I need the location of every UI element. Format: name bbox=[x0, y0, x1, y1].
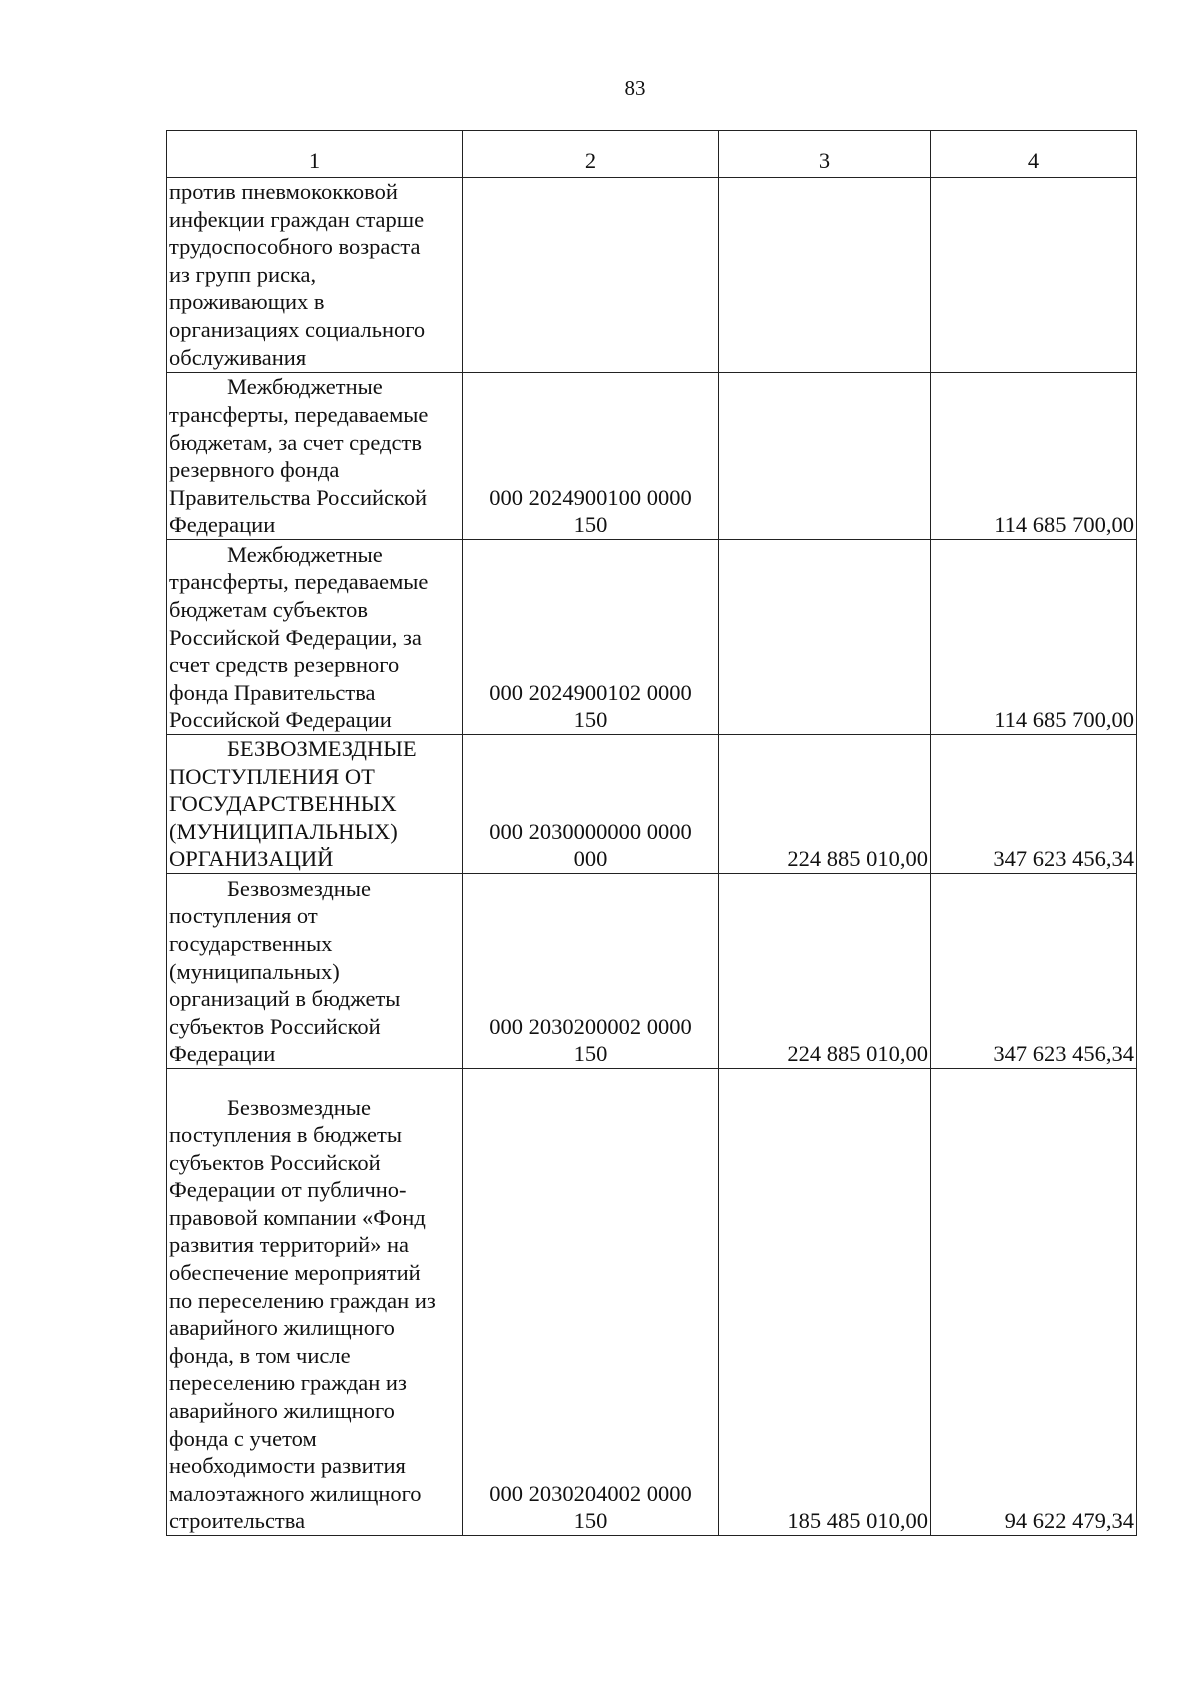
row-name-text: трансферты, передаваемые бюджетам субъектов Российской Федерации, за счет средств резервного фонда Правительства Российской Федерации bbox=[169, 569, 429, 733]
row-amount-col3 bbox=[719, 178, 931, 373]
row-name-first-line: БЕЗВОЗМЕЗДНЫЕ bbox=[227, 736, 417, 762]
row-code-cell: 000 2030204002 0000 150 bbox=[463, 1069, 719, 1536]
row-name-cell bbox=[167, 373, 463, 540]
row-code-cell: 000 2024900100 0000 150 bbox=[463, 373, 719, 540]
page-number: 83 bbox=[624, 76, 646, 100]
table-row bbox=[167, 373, 1137, 540]
row-amount-col3: 185 485 010,00 bbox=[719, 1069, 931, 1536]
row-name-cell bbox=[167, 540, 463, 735]
table-row bbox=[167, 540, 1137, 735]
table-row bbox=[167, 735, 1137, 874]
row-name-first-line: Межбюджетные bbox=[227, 541, 383, 567]
row-code-cell: 000 2030000000 0000 000 bbox=[463, 735, 719, 874]
row-amount-col3 bbox=[719, 540, 931, 735]
row-name-text: ПОСТУПЛЕНИЯ ОТ ГОСУДАРСТВЕННЫХ (МУНИЦИПАЛЬНЫХ) ОРГАНИЗАЦИЙ bbox=[169, 763, 398, 872]
row-name-first-line: Межбюджетные bbox=[227, 374, 383, 400]
column-header-4: 4 bbox=[931, 131, 1137, 178]
row-name-text: против пневмококковой инфекции граждан старше трудоспособного возраста из групп риска, проживающих в организациях социального обслуживания bbox=[169, 179, 426, 370]
row-amount-col3: 224 885 010,00 bbox=[719, 735, 931, 874]
table-row bbox=[167, 1069, 1137, 1536]
row-name-cell bbox=[167, 735, 463, 874]
row-name-text: трансферты, передаваемые бюджетам, за счет средств резервного фонда Правительства Российской Федерации bbox=[169, 402, 429, 538]
row-amount-col4 bbox=[931, 178, 1137, 373]
row-amount-col4: 347 623 456,34 bbox=[931, 874, 1137, 1069]
row-amount-col3 bbox=[719, 373, 931, 540]
budget-table bbox=[166, 130, 1137, 1536]
column-header-2: 2 bbox=[463, 131, 719, 178]
row-amount-col4: 114 685 700,00 bbox=[931, 373, 1137, 540]
row-code-cell: 000 2030200002 0000 150 bbox=[463, 874, 719, 1069]
row-code-cell bbox=[463, 178, 719, 373]
row-name-text: поступления от государственных (муниципальных) организаций в бюджеты субъектов Российской Федерации bbox=[169, 903, 401, 1067]
row-name-first-line: Безвозмездные bbox=[227, 875, 371, 901]
row-name-cell bbox=[167, 178, 463, 373]
row-amount-col3: 224 885 010,00 bbox=[719, 874, 931, 1069]
row-name-cell bbox=[167, 874, 463, 1069]
table-row bbox=[167, 178, 1137, 373]
row-name-text: поступления в бюджеты субъектов Российской Федерации от публично- правовой компании «Фонд развития территорий» на обеспечение мероприятий по переселению граждан из аварийного жилищного фонда, в том числе переселению граждан из аварийного жилищного фонда с учетом необходимости развития малоэтажного жилищного строительства bbox=[169, 1122, 436, 1534]
table-row bbox=[167, 874, 1137, 1069]
column-header-3: 3 bbox=[719, 131, 931, 178]
row-amount-col4: 347 623 456,34 bbox=[931, 735, 1137, 874]
row-name-cell bbox=[167, 1069, 463, 1536]
row-amount-col4: 114 685 700,00 bbox=[931, 540, 1137, 735]
row-code-cell: 000 2024900102 0000 150 bbox=[463, 540, 719, 735]
table-header-row bbox=[167, 131, 1137, 178]
column-header-1: 1 bbox=[167, 131, 463, 178]
row-name-first-line: Безвозмездные bbox=[227, 1094, 371, 1120]
row-amount-col4: 94 622 479,34 bbox=[931, 1069, 1137, 1536]
